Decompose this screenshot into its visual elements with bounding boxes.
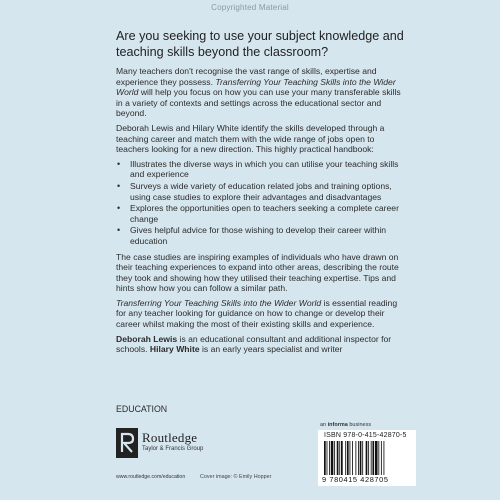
barcode-bar <box>329 441 330 475</box>
cover-text <box>116 28 406 359</box>
publisher-url: www.routledge.com/education <box>116 474 186 480</box>
routledge-logo-icon <box>116 428 138 458</box>
isbn-number: ISBN 978-0-415-42870-5 <box>324 432 407 439</box>
author1-desc: is an educational consultant and additional inspector for schools. <box>116 333 392 355</box>
barcode-bar <box>371 441 372 475</box>
barcode-bar <box>324 441 326 475</box>
barcode-bar <box>350 441 351 475</box>
summary-paragraph <box>116 298 406 330</box>
feature-item: • Surveys a wide variety of education related jobs and training options, using case studies to explore their advantages and disadvantages <box>116 181 406 202</box>
cover-image-credit: Cover image: © Emily Hopper <box>200 474 272 480</box>
barcode-bar <box>378 441 379 475</box>
subject-category: EDUCATION <box>116 404 168 414</box>
barcode-bar <box>372 441 374 475</box>
barcode-bar <box>339 441 340 475</box>
informa-text-a: an <box>320 422 328 428</box>
feature-list <box>116 159 406 247</box>
feature-item: • Gives helpful advice for those wishing to develop their career within education <box>116 225 406 246</box>
intro-text-a: Many teachers don't recognise the vast range of skills, expertise and experience they possess. <box>116 66 377 87</box>
barcode-bar <box>331 441 334 475</box>
intro-book-title: Transferring Your Teaching Skills into the Wider World <box>116 76 396 98</box>
feature-item: • Explores the opportunities open to teachers seeking a complete career change <box>116 203 406 224</box>
barcode-bar <box>337 441 339 475</box>
barcode-bar <box>368 441 369 475</box>
author1-name: Deborah Lewis <box>116 333 178 344</box>
barcode-bar <box>355 441 356 475</box>
barcode-bar <box>360 441 362 475</box>
barcode-bar <box>375 441 378 475</box>
barcode-bar <box>362 441 363 475</box>
case-studies-paragraph: The case studies are inspiring examples of individuals who have drawn on their teaching experiences to expand into other areas, describing the route they took and showing how they utilised their teaching expertise. Tips and hints show how you can follow a similar path. <box>116 251 399 294</box>
intro-paragraph <box>116 66 406 119</box>
barcode-bar <box>358 441 359 475</box>
summary-text: is essential reading for any teacher looking for guidance on how to change or develop their career whilst making the most of their existing skills and experience. <box>116 297 398 330</box>
barcode-digits: 9 780415 428705 <box>322 475 389 484</box>
barcode-bar <box>334 441 335 475</box>
intro-text-b: will help you focus on how you can use your many transferable skills in a variety of contexts and settings across the educational sector and beyond. <box>116 87 401 119</box>
barcode-bar <box>345 441 346 475</box>
headline: Are you seeking to use your subject knowledge and teaching skills beyond the classroom? <box>116 29 404 59</box>
isbn-barcode <box>318 430 416 486</box>
barcode-bar <box>352 441 353 475</box>
feature-item: • Illustrates the diverse ways in which you can utilise your teaching skills and experience <box>116 159 406 180</box>
barcode-bar <box>347 441 349 475</box>
barcode-bar <box>381 441 382 475</box>
barcode-bar <box>341 441 343 475</box>
informa-text-b: informa <box>327 422 348 428</box>
summary-book-title: Transferring Your Teaching Skills into the Wider World <box>116 297 322 308</box>
authors-paragraph: Deborah Lewis and Hilary White identify the skills developed through a teaching career and match them with the wide range of jobs open to teachers looking for a new direction. This highly practical handbook: <box>116 122 385 155</box>
author2-name: Hilary White <box>149 344 200 355</box>
barcode-bar <box>366 441 368 475</box>
barcode-icon <box>324 441 410 475</box>
publisher-group: Taylor & Francis Group <box>142 446 204 452</box>
publisher-name: Routledge <box>142 430 198 445</box>
author2-desc: is an early years specialist and writer <box>199 344 343 355</box>
author-bios <box>116 334 406 355</box>
copyright-watermark: Copyrighted Material <box>211 3 289 12</box>
barcode-bar <box>327 441 328 475</box>
barcode-bar <box>384 441 385 475</box>
informa-business-line <box>320 422 371 428</box>
informa-text-c: business <box>347 422 372 428</box>
